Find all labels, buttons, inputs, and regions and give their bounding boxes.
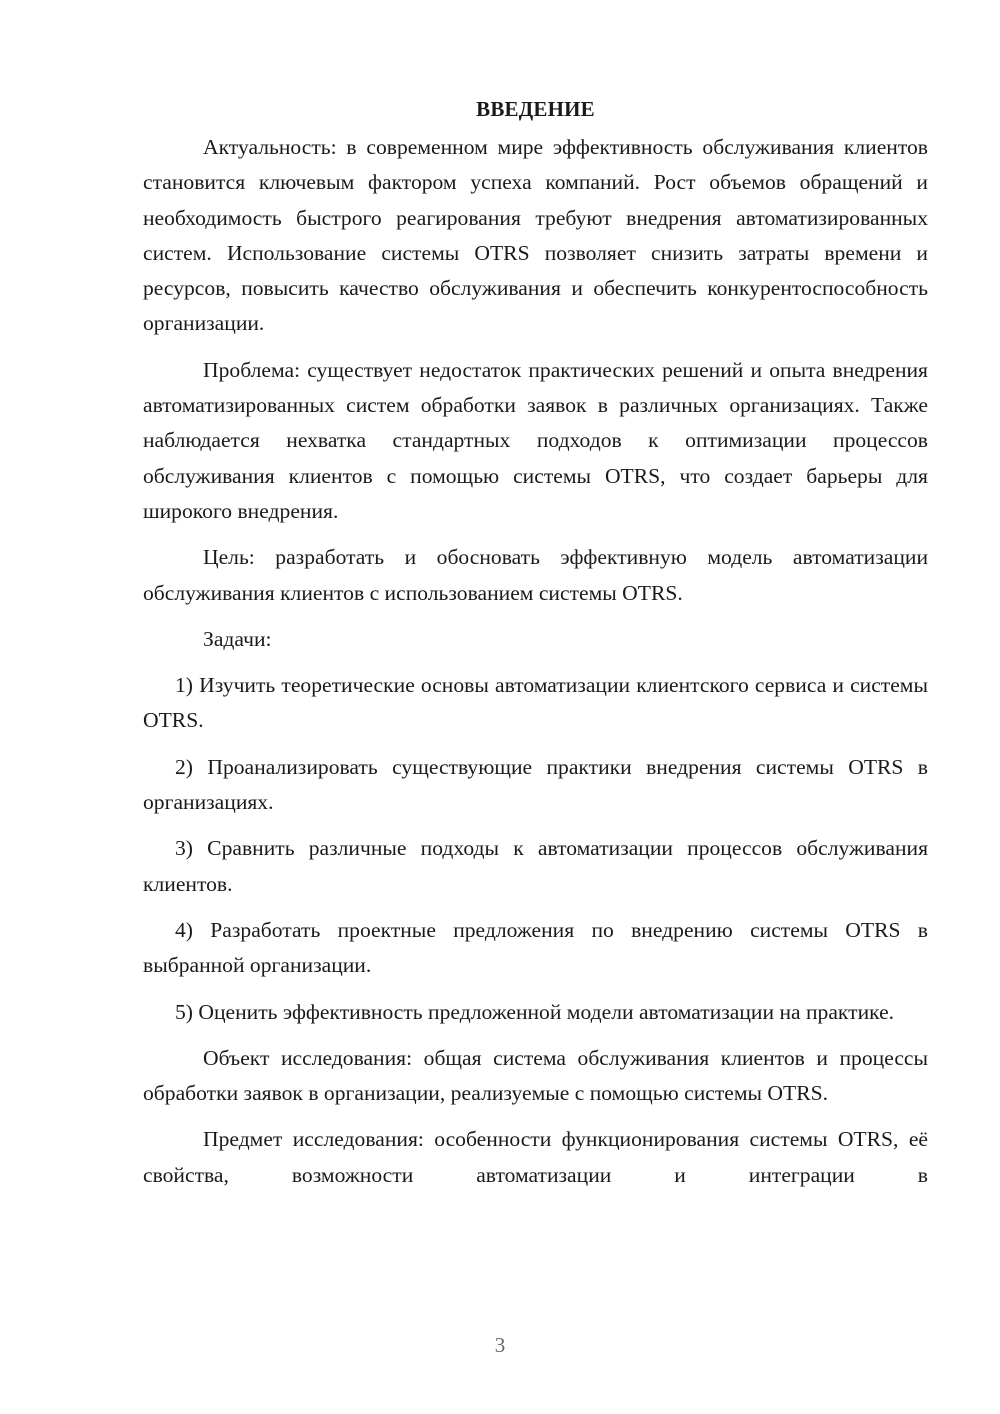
page-number: 3 (494, 1333, 506, 1357)
goal-paragraph: Цель: разработать и обосновать эффективную модель автоматизации обслуживания клиентов с использованием системы OTRS. (143, 545, 928, 605)
task-item-3: 3) Сравнить различные подходы к автоматизации процессов обслуживания клиентов. (143, 836, 928, 896)
relevance-paragraph: Актуальность: в современном мире эффективность обслуживания клиентов становится ключевым фактором успеха компаний. Рост объемов обращений и необходимость быстрого реагирования требуют внедрения автоматизированных систем. Использование системы OTRS позволяет снизить затраты времени и ресурсов, повысить качество обслуживания и обеспечить конкурентоспособность организации. (143, 135, 928, 336)
task-item-5: 5) Оценить эффективность предложенной модели автоматизации на практике. (175, 999, 895, 1024)
problem-paragraph: Проблема: существует недостаток практических решений и опыта внедрения автоматизированных систем обработки заявок в различных организациях. Также наблюдается нехватка стандартных подходов к оптимизации процессов обслуживания клиентов с помощью системы OTRS, что создает барьеры для широкого внедрения. (143, 357, 928, 523)
task-item-4: 4) Разработать проектные предложения по внедрению системы OTRS в выбранной организации. (143, 917, 928, 978)
task-item-2: 2) Проанализировать существующие практики внедрения системы OTRS в организациях. (143, 754, 928, 815)
object-paragraph: Объект исследования: общая система обслуживания клиентов и процессы обработки заявок в организации, реализуемые с помощью системы OTRS. (143, 1045, 928, 1106)
document-page (143, 92, 928, 1193)
page-title: ВВЕДЕНИЕ (476, 97, 595, 121)
subject-paragraph: Предмет исследования: особенности функционирования системы OTRS, её свойства, возможности автоматизации и интеграции в (143, 1127, 928, 1187)
tasks-label: Задачи: (203, 626, 272, 651)
task-item-1: 1) Изучить теоретические основы автоматизации клиентского сервиса и системы OTRS. (143, 673, 928, 733)
